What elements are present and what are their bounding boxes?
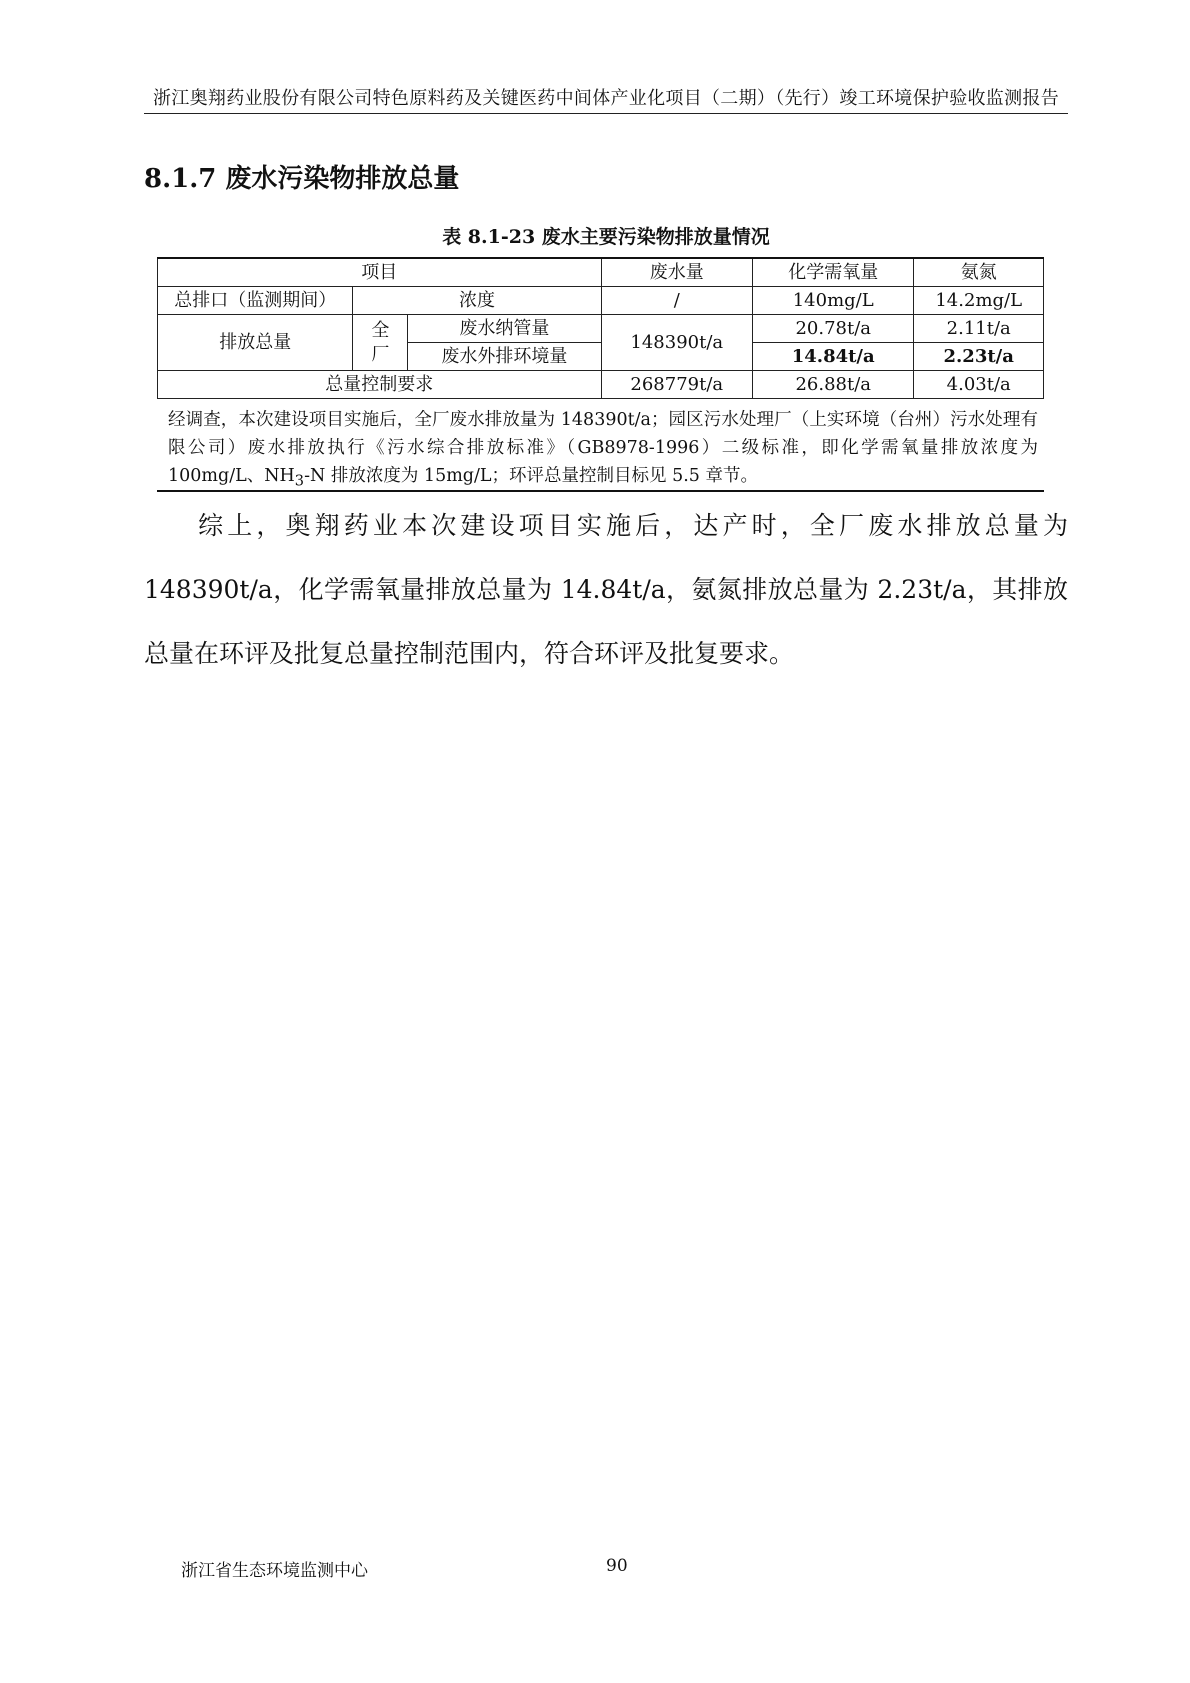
header-wastewater: 废水量 [601, 258, 753, 287]
table-row-concentration [158, 287, 1044, 315]
summary-paragraph-text: 综上，奥翔药业本次建设项目实施后，达产时，全厂废水排放总量为 148390t/a，化学需氧量排放总量为 14.84t/a，氨氮排放总量为 2.23t/a，其排放总量在环评及批复总量控制范围内，符合环评及批复要求。 [144, 511, 1068, 668]
concentration-wastewater: / [601, 287, 753, 315]
emissions-table [157, 257, 1044, 399]
discharge-label: 排放总量 [158, 315, 353, 371]
summary-paragraph [144, 494, 1068, 686]
concentration-sub: 浓度 [353, 287, 601, 315]
table-row-control [158, 371, 1044, 399]
discharge-scope-1: 全 [371, 319, 390, 341]
table-header-row [158, 258, 1044, 287]
table-note-text-a: 经调查，本次建设项目实施后，全厂废水排放量为 148390t/a；园区污水处理厂（上实环境（台州）污水处理有限公司）废水排放执行《污水综合排放标准》（GB8978-1996）二级标准，即化学需氧量排放浓度为 100mg/L、NH [168, 410, 1038, 486]
control-nh3n: 4.03t/a [914, 371, 1044, 399]
discharge-sub1: 废水纳管量 [408, 315, 601, 343]
footer-organization: 浙江省生态环境监测中心 [181, 1561, 368, 1581]
page-number: 90 [606, 1556, 628, 1576]
concentration-nh3n: 14.2mg/L [914, 287, 1044, 315]
control-label: 总量控制要求 [158, 371, 602, 399]
discharge-cod1: 20.78t/a [753, 315, 914, 343]
table-note [168, 406, 1038, 496]
discharge-nh3n2: 2.23t/a [914, 343, 1044, 371]
concentration-cod: 140mg/L [753, 287, 914, 315]
table-row-discharge-pipe [158, 315, 1044, 343]
header-cod: 化学需氧量 [753, 258, 914, 287]
discharge-nh3n1: 2.11t/a [914, 315, 1044, 343]
concentration-label: 总排口（监测期间） [158, 287, 353, 315]
table-bottom-rule [157, 490, 1044, 492]
section-title: 8.1.7 废水污染物排放总量 [144, 164, 460, 194]
discharge-scope-2: 厂 [371, 343, 390, 365]
control-cod: 26.88t/a [753, 371, 914, 399]
header-item: 项目 [158, 258, 602, 287]
table-caption: 表 8.1-23 废水主要污染物排放量情况 [442, 226, 770, 248]
table-note-subscript: 3 [294, 472, 305, 490]
control-wastewater: 268779t/a [601, 371, 753, 399]
discharge-scope [353, 315, 408, 371]
header-divider [144, 113, 1068, 114]
discharge-sub2: 废水外排环境量 [408, 343, 601, 371]
header-nh3n: 氨氮 [914, 258, 1044, 287]
table-note-text-b: -N 排放浓度为 15mg/L；环评总量控制目标见 5.5 章节。 [304, 466, 758, 486]
page-header: 浙江奥翔药业股份有限公司特色原料药及关键医药中间体产业化项目（二期）（先行）竣工环境保护验收监测报告 [153, 88, 1059, 109]
discharge-cod2: 14.84t/a [753, 343, 914, 371]
discharge-wastewater: 148390t/a [601, 315, 753, 371]
